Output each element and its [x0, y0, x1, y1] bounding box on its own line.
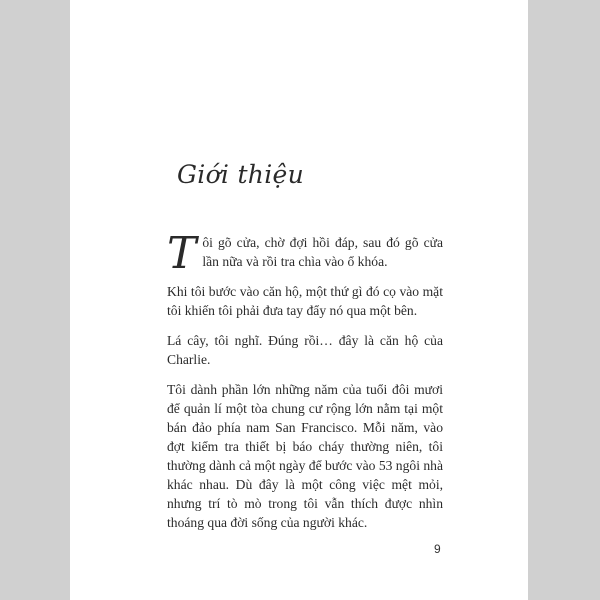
- paragraph-2: Khi tôi bước vào căn hộ, một thứ gì đó cọ vào mặt tôi khiến tôi phải đưa tay đẩy nó qua một bên.: [167, 284, 443, 318]
- chapter-title: Giới thiệu: [177, 160, 304, 189]
- paragraph-1: [167, 228, 443, 279]
- paragraph-4: Tôi dành phần lớn những năm của tuổi đôi mươi để quản lí một tòa chung cư rộng lớn nằm tại một bán đảo phía nam San Francisco. Mỗi năm, vào đợt kiểm tra thiết bị báo cháy thường niên, tôi thường dành cả một ngày để bước vào 53 ngôi nhà khác nhau. Dù đây là một công việc mệt mỏi, nhưng trí tò mò trong tôi vẫn thích được nhìn thoáng qua đời sống của người khác.: [167, 382, 444, 530]
- paragraph-3: Lá cây, tôi nghĩ. Đúng rồi… đây là căn hộ của Charlie.: [167, 333, 443, 367]
- book-page: [70, 0, 528, 600]
- chapter-body: [167, 228, 444, 543]
- paragraph-1-text: ôi gõ cửa, chờ đợi hồi đáp, sau đó gõ cửa lần nữa và rồi tra chìa vào ổ khóa.: [202, 235, 443, 269]
- drop-cap: T: [167, 228, 197, 279]
- page-number: 9: [434, 542, 441, 556]
